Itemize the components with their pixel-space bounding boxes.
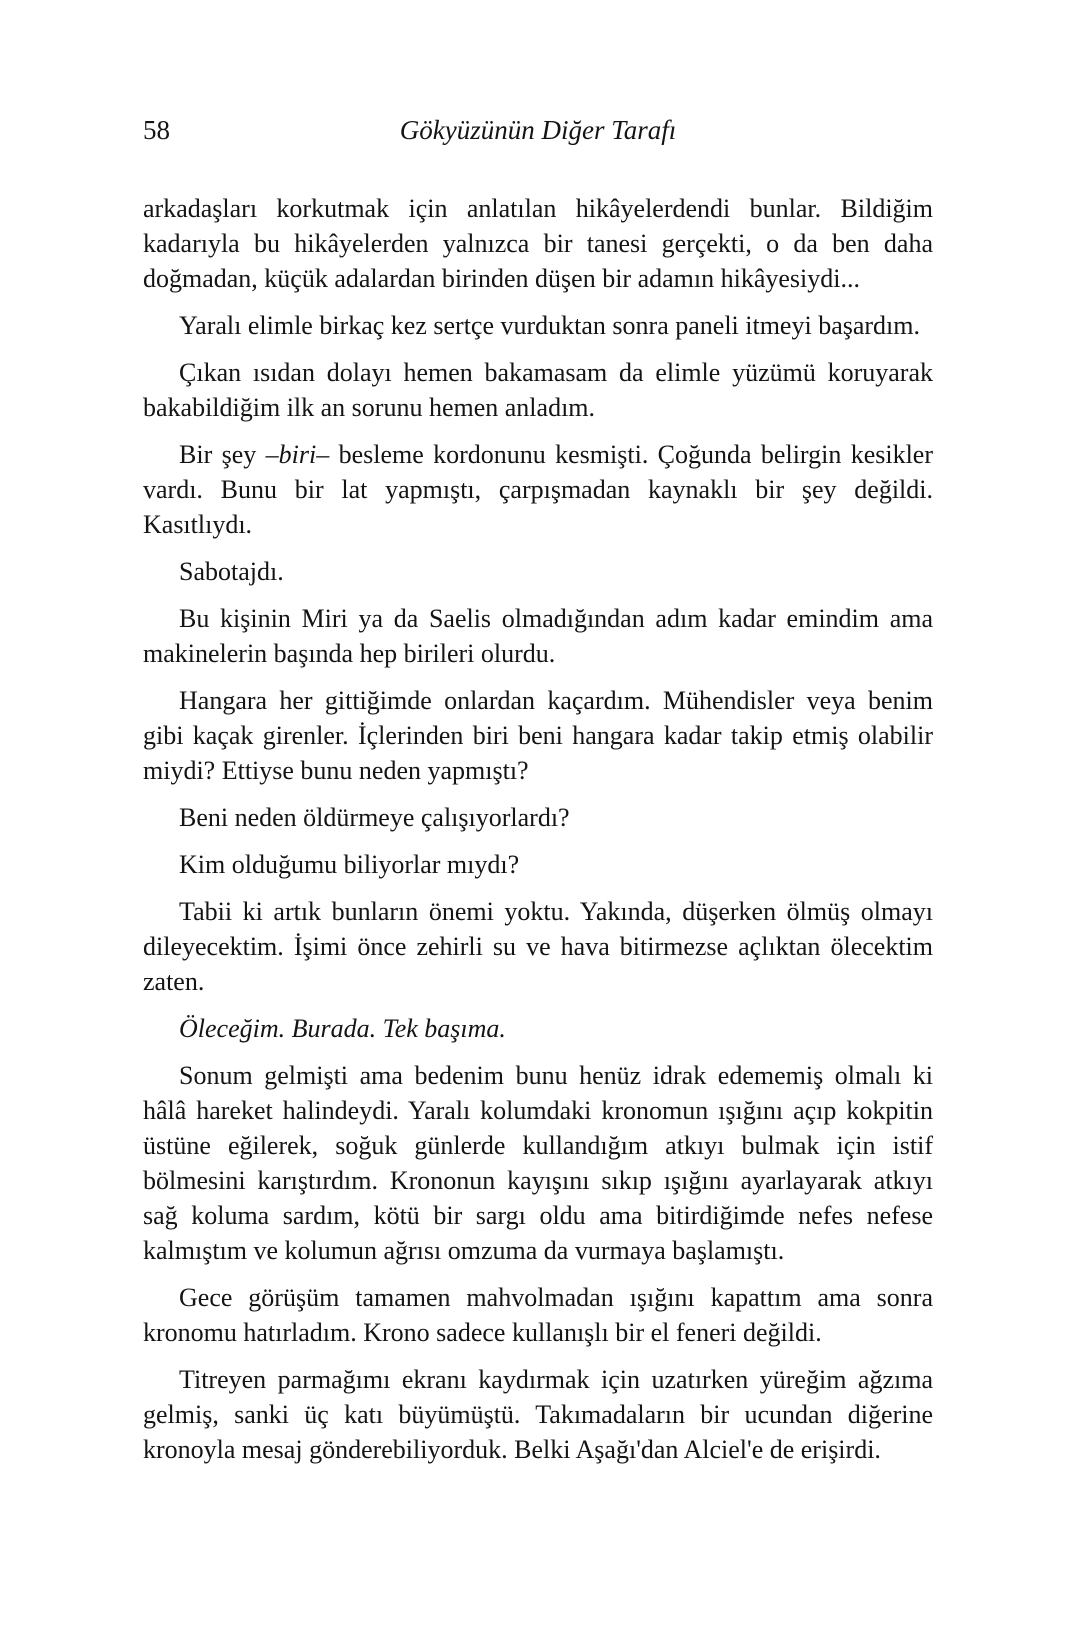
paragraph: Yaralı elimle birkaç kez sertçe vurduktan sonra paneli itmeyi başardım.: [179, 311, 920, 340]
paragraph: Bu kişinin Miri ya da Saelis olmadığından adım kadar emindim ama makinelerin başında hep birileri olurdu.: [143, 604, 933, 668]
paragraph-text: Bir şey: [179, 440, 266, 469]
paragraph: Beni neden öldürmeye çalışıyorlardı?: [179, 803, 570, 832]
italic-paragraph: Öleceğim. Burada. Tek başıma.: [179, 1014, 506, 1043]
running-title: Gökyüzünün Diğer Tarafı: [399, 115, 677, 145]
emphasized-word: –biri–: [265, 440, 330, 469]
paragraph: Hangara her gittiğimde onlardan kaçardım. Mühendisler veya benim gibi kaçak girenler. İçlerinden biri beni hangara kadar takip etmiş olabilir miydi? Ettiyse bunu neden yapmıştı?: [143, 686, 933, 785]
paragraph: Titreyen parmağımı ekranı kaydırmak için uzatırken yüreğim ağzıma gelmiş, sanki üç katı büyümüştü. Takımadaların bir ucundan diğerine kronoyla mesaj gönderebiliyorduk. Belki Aşağı'dan Alciel'e de erişirdi.: [143, 1365, 933, 1464]
body-text: [143, 191, 933, 1479]
paragraph: Gece görüşüm tamamen mahvolmadan ışığını kapattım ama sonra kronomu hatırladım. Krono sadece kullanışlı bir el feneri değildi.: [143, 1283, 933, 1347]
page-header: [143, 112, 933, 152]
paragraph: Sonum gelmişti ama bedenim bunu henüz idrak edememiş olmalı ki hâlâ hareket halindeydi. Yaralı kolumdaki kronomun ışığını açıp kokpitin üstüne eğilerek, soğuk günlerde kullandığım atkıyı bulmak için istif bölmesini karıştırdım. Krononun kayışını sıkıp ışığını ayarlayarak atkıyı sağ koluma sardım, kötü bir sargı oldu ama bitirdiğimde nefes nefese kalmıştım ve kolumun ağrısı omzuma da vurmaya başlamıştı.: [143, 1061, 933, 1265]
paragraph: Sabotajdı.: [179, 557, 284, 586]
paragraph: Çıkan ısıdan dolayı hemen bakamasam da elimle yüzümü koruyarak bakabildiğim ilk an sorunu hemen anladım.: [143, 358, 933, 422]
paragraph: arkadaşları korkutmak için anlatılan hikâyelerdendi bunlar. Bildiğim kadarıyla bu hikâyelerden yalnızca bir tanesi gerçekti, o da ben daha doğmadan, küçük adalardan birinden düşen bir adamın hikâyesiydi...: [143, 194, 933, 293]
paragraph: [143, 437, 933, 542]
paragraph: Tabii ki artık bunların önemi yoktu. Yakında, düşerken ölmüş olmayı dileyecektim. İşimi önce zehirli su ve hava bitirmezse açlıktan ölecektim zaten.: [143, 897, 933, 996]
paragraph-text: besleme kordonunu kesmişti. Çoğunda belirgin kesikler vardı. Bunu bir lat yapmıştı, çarpışmadan kaynaklı bir şey değildi. Kasıtlıydı.: [143, 440, 933, 539]
page-number: 58: [143, 115, 170, 145]
paragraph: Kim olduğumu biliyorlar mıydı?: [179, 850, 520, 879]
